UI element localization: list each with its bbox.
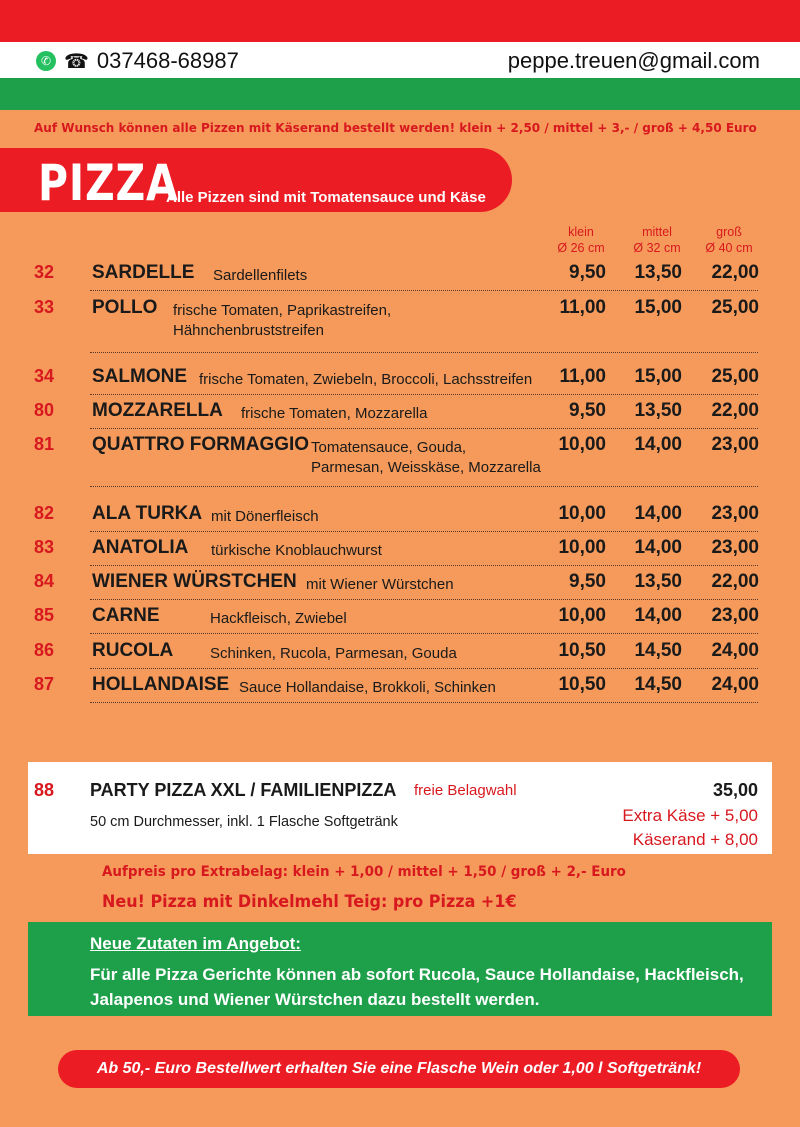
size-header-medium: [622, 224, 692, 256]
party-item-description: 50 cm Durchmesser, inkl. 1 Flasche Softgetränk: [90, 814, 398, 830]
size-diameter: Ø 40 cm: [705, 241, 753, 255]
cheese-crust-hint: Auf Wunsch können alle Pizzen mit Käserand bestellt werden! klein + 2,50 / mittel + 3,- / groß + 4,50 Euro: [34, 120, 757, 135]
price-small: 11,00: [559, 366, 606, 387]
item-description: Sardellenfilets: [213, 267, 308, 284]
item-number: 82: [34, 503, 55, 523]
item-number: 86: [34, 640, 55, 660]
price-medium: 15,00: [634, 366, 682, 387]
price-small: 10,00: [558, 537, 606, 558]
phone-icon: ☎: [64, 50, 89, 73]
party-item-price: 35,00: [712, 780, 758, 800]
price-small: 10,50: [558, 674, 606, 695]
price-large: 23,00: [711, 503, 759, 524]
row-divider: [90, 668, 758, 669]
party-item-number: 88: [34, 780, 55, 800]
price-small: 9,50: [569, 400, 606, 421]
price-small: 10,00: [558, 503, 606, 524]
item-description: Sauce Hollandaise, Brokkoli, Schinken: [239, 679, 496, 696]
price-large: 23,00: [711, 537, 759, 558]
price-medium: 14,50: [634, 674, 682, 695]
news-text: Für alle Pizza Gerichte können ab sofort Rucola, Sauce Hollandaise, Hackfleisch, Jalapenos und Wiener Würstchen dazu bestellt werden.: [90, 965, 744, 1009]
price-small: 9,50: [569, 571, 606, 592]
price-small: 9,50: [569, 262, 606, 283]
size-header-large: [694, 224, 764, 256]
price-large: 25,00: [711, 366, 759, 387]
price-large: 23,00: [711, 434, 759, 455]
item-name: HOLLANDAISE: [92, 674, 230, 695]
price-medium: 14,00: [634, 605, 682, 626]
phone-number[interactable]: 037468-68987: [96, 48, 239, 73]
item-description-line2: Hähnchenbruststreifen: [173, 322, 324, 339]
item-number: 32: [34, 262, 55, 282]
item-name: SARDELLE: [92, 262, 195, 283]
item-number: 33: [34, 297, 55, 317]
item-name: CARNE: [92, 605, 160, 626]
item-description: frische Tomaten, Mozzarella: [241, 405, 428, 422]
price-small: 10,50: [558, 640, 606, 661]
row-divider: [90, 599, 758, 600]
price-large: 22,00: [711, 262, 759, 283]
item-name: ANATOLIA: [92, 537, 189, 558]
party-item-tag: freie Belagwahl: [414, 782, 517, 799]
item-description: mit Dönerfleisch: [211, 508, 319, 525]
item-description: frische Tomaten, Zwiebeln, Broccoli, Lachsstreifen: [199, 371, 533, 388]
email-contact[interactable]: [508, 47, 760, 75]
item-description-line2: Parmesan, Weisskäse, Mozzarella: [311, 459, 541, 476]
cheese-crust-price: Käserand + 8,00: [632, 830, 758, 849]
item-description: Schinken, Rucola, Parmesan, Gouda: [210, 645, 457, 662]
item-number: 34: [34, 366, 55, 386]
row-divider: [90, 486, 758, 487]
price-medium: 14,00: [634, 537, 682, 558]
price-medium: 14,00: [634, 503, 682, 524]
price-large: 24,00: [711, 674, 759, 695]
price-medium: 13,50: [634, 400, 682, 421]
row-divider: [90, 565, 758, 566]
price-large: 22,00: [711, 400, 759, 421]
phone-contact[interactable]: [36, 47, 239, 75]
item-number: 85: [34, 605, 55, 625]
item-name: QUATTRO FORMAGGIO: [92, 434, 310, 455]
price-medium: 14,00: [634, 434, 682, 455]
size-diameter: Ø 26 cm: [557, 241, 605, 255]
whatsapp-icon: ✆: [36, 51, 56, 71]
price-medium: 14,50: [634, 640, 682, 661]
item-name: MOZZARELLA: [92, 400, 223, 421]
size-label: groß: [716, 225, 742, 239]
price-large: 22,00: [711, 571, 759, 592]
price-large: 23,00: [711, 605, 759, 626]
item-name: ALA TURKA: [92, 503, 203, 524]
price-small: 10,00: [558, 434, 606, 455]
spelt-dough-notice: Neu! Pizza mit Dinkelmehl Teig: pro Pizza +1€: [102, 892, 517, 912]
price-large: 24,00: [711, 640, 759, 661]
size-label: klein: [568, 225, 594, 239]
item-description: frische Tomaten, Paprikastreifen,: [173, 302, 392, 319]
price-large: 25,00: [711, 297, 759, 318]
row-divider: [90, 394, 758, 395]
row-divider: [90, 352, 758, 353]
item-name: SALMONE: [92, 366, 187, 387]
row-divider: [90, 290, 758, 291]
promo-banner: Ab 50,- Euro Bestellwert erhalten Sie eine Flasche Wein oder 1,00 l Softgetränk!: [58, 1050, 740, 1088]
price-small: 11,00: [559, 297, 606, 318]
item-description: türkische Knoblauchwurst: [211, 542, 382, 559]
size-diameter: Ø 32 cm: [633, 241, 681, 255]
item-description: mit Wiener Würstchen: [306, 576, 454, 593]
item-name: RUCOLA: [92, 640, 174, 661]
row-divider: [90, 702, 758, 703]
item-number: 83: [34, 537, 55, 557]
party-item-name[interactable]: PARTY PIZZA XXL / FAMILIENPIZZA: [90, 780, 397, 800]
section-subtitle: Alle Pizzen sind mit Tomatensauce und Käse: [166, 189, 486, 206]
item-description: Hackfleisch, Zwiebel: [210, 610, 347, 627]
email-address[interactable]: peppe.treuen@gmail.com: [507, 48, 760, 73]
price-medium: 13,50: [634, 571, 682, 592]
item-name: POLLO: [92, 297, 158, 318]
item-number: 81: [34, 434, 55, 454]
item-number: 84: [34, 571, 55, 591]
size-header-small: [546, 224, 616, 256]
row-divider: [90, 428, 758, 429]
news-title: Neue Zutaten im Angebot:: [90, 934, 301, 953]
flag-stripe-red: [0, 0, 800, 42]
size-label: mittel: [642, 225, 672, 239]
price-small: 10,00: [558, 605, 606, 626]
extra-cheese-price: Extra Käse + 5,00: [622, 806, 758, 825]
section-title: PIZZA: [38, 154, 179, 212]
item-name: WIENER WÜRSTCHEN: [92, 571, 297, 592]
item-description: Tomatensauce, Gouda,: [311, 439, 467, 456]
row-divider: [90, 633, 758, 634]
price-medium: 13,50: [634, 262, 682, 283]
item-number: 80: [34, 400, 55, 420]
flag-stripe-green: [0, 78, 800, 110]
extra-topping-surcharge: Aufpreis pro Extrabelag: klein + 1,00 / mittel + 1,50 / groß + 2,- Euro: [102, 864, 626, 880]
row-divider: [90, 531, 758, 532]
price-medium: 15,00: [634, 297, 682, 318]
item-number: 87: [34, 674, 55, 694]
